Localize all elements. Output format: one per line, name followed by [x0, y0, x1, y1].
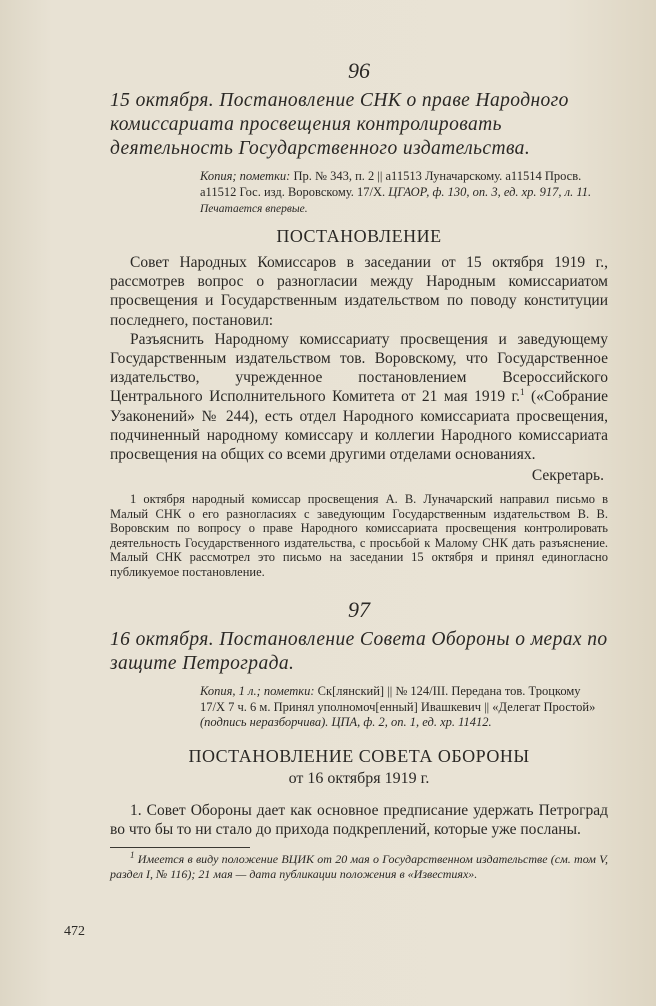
paragraph-96-2	[110, 330, 608, 464]
document-body-96	[110, 253, 608, 464]
publication-note-96: Печатается впервые.	[200, 203, 308, 215]
document-date-97: от 16 октября 1919 г.	[288, 769, 430, 787]
meta-archive-97: ЦПА, ф. 2, оп. 1, ед. хр. 11412.	[331, 715, 492, 730]
meta-sign-97: (подпись неразборчива).	[200, 715, 329, 730]
meta-label-97: Копия, 1 л.; пометки:	[200, 684, 315, 699]
document-title-97: ПОСТАНОВЛЕНИЕ СОВЕТА ОБОРОНЫ	[188, 745, 530, 766]
paragraph-96-2-rest: («Собрание Узаконений» № 244), есть отдел Народного комиссариата просвещения, подчиненный народному комиссару и коллегии Народного комиссариата просвещения на общих со всеми другими отделами основаниях.	[110, 388, 608, 464]
document-title-96: ПОСТАНОВЛЕНИЕ	[276, 226, 442, 246]
paragraph-96-2-text: Разъяснить Народному комиссариату просвещения и заведующему Государственным издательством тов. Воровскому, что Государственное издательство, учрежденное постановлением Всероссийского Центрального Исполнительного Комитета от 21 мая 1919 г.	[110, 330, 608, 406]
document-number-96: 96	[348, 58, 370, 83]
footnote-marker: 1	[520, 387, 525, 398]
editorial-note-text: 1 октября народный комиссар просвещения А. В. Луначарский направил письмо в Малый СНК о его разногласиях с заведующим Государственным издательством В. В. Воровским по вопросу о праве Народного комиссариата просвещения контролировать деятельность Государственного издательства, с просьбой к Малому СНК дать разъяснение. Малый СНК рассмотрел это письмо на заседании 15 октября и принял единогласно публикуемое постановление.	[110, 492, 608, 579]
meta-text-97: Ск[лянский] || № 124/III. Передана тов. Троцкому 17/X 7 ч. 6 м. Принял уполномоч[енный] Ивашкевич || «Делегат Простой»	[200, 684, 596, 714]
signature-96: Секретарь.	[531, 467, 604, 485]
footnote-divider	[110, 847, 250, 848]
archival-metadata-96	[200, 169, 608, 200]
footnote-body: Имеется в виду положение ВЦИК от 20 мая о Государственном издательстве (см. том V, раздел I, № 116); 21 мая — дата публикации положения в «Известиях».	[110, 852, 608, 882]
document-heading-97: 16 октября. Постановление Совета Обороны о мерах по защите Петрограда.	[110, 629, 608, 675]
footnote-number: 1	[130, 850, 135, 861]
document-number-97: 97	[348, 597, 370, 623]
document-heading-96: 15 октября. Постановление СНК о праве Народного комиссариата просвещения контролировать деятельность Государственного издательства.	[110, 90, 569, 159]
editorial-note-96	[110, 492, 608, 579]
paragraph-96-1: Совет Народных Комиссаров в заседании от 15 октября 1919 г., рассмотрев вопрос о разногласии между Народным комиссариатом просвещения и Государственным издательством по поводу конституции последнего, постановил:	[110, 254, 608, 329]
page-number: 472	[64, 924, 85, 939]
document-body-97	[110, 801, 608, 839]
meta-label-96: Копия; пометки:	[200, 169, 291, 183]
archival-metadata-97	[200, 684, 608, 731]
meta-archive-96: ЦГАОР, ф. 130, оп. 3, ед. хр. 917, л. 11.	[388, 184, 592, 199]
meta-text-96: Пр. № 343, п. 2 || а11513 Луначарскому. а11514 Просв. а11512 Гос. изд. Воровскому. 17/X.	[200, 169, 582, 199]
footnote-text	[110, 852, 608, 882]
footnote	[110, 852, 608, 882]
paragraph-97-1: 1. Совет Обороны дает как основное предписание удержать Петроград во что бы то ни стало до прихода подкреплений, которые уже посланы.	[110, 801, 608, 838]
